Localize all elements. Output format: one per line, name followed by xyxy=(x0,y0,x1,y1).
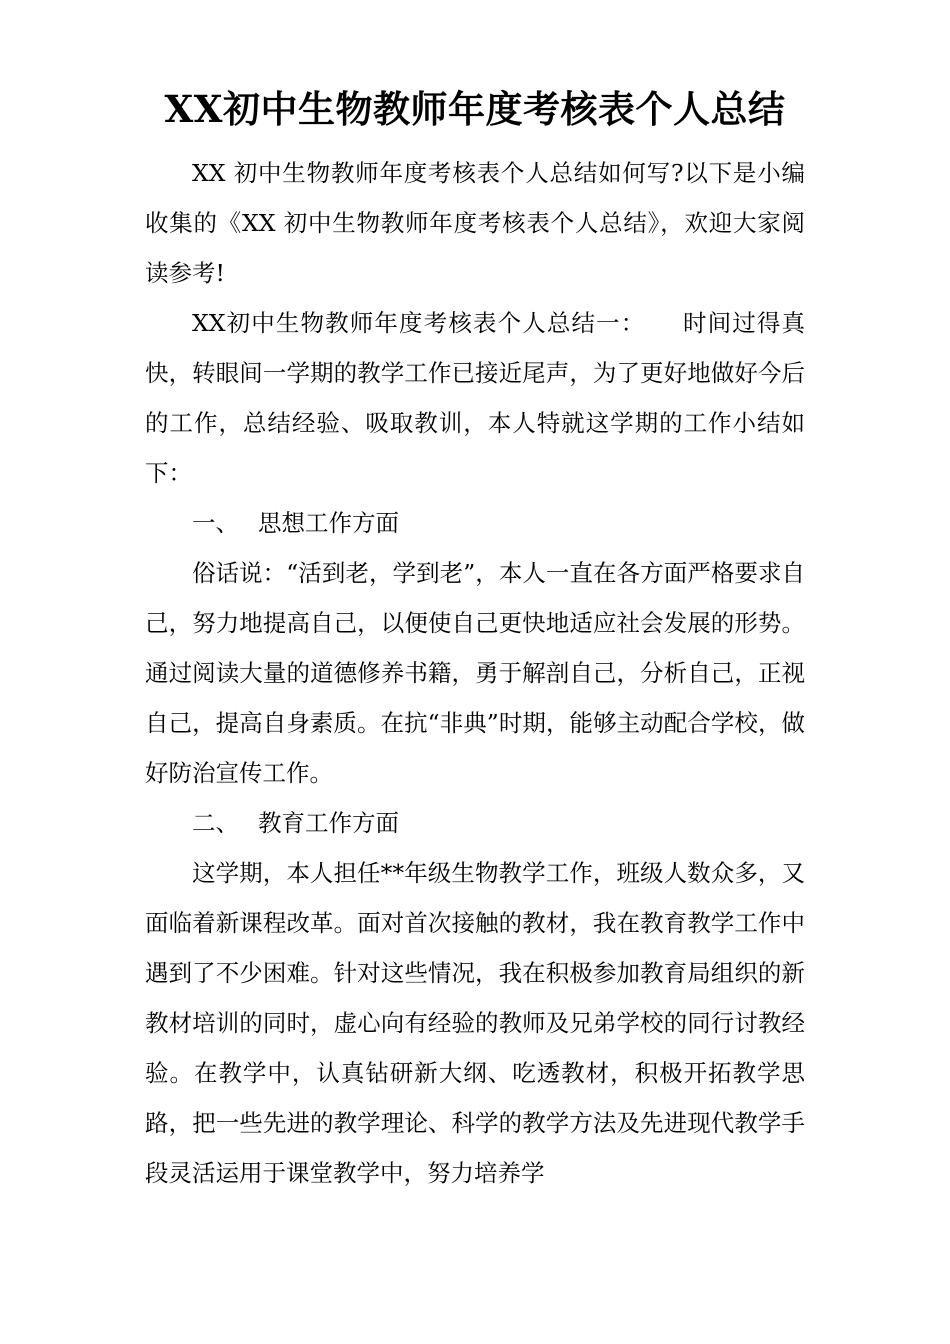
section-heading-1 xyxy=(145,498,805,548)
section-heading-2 xyxy=(145,798,805,848)
paragraph-education-work: 这学期，本人担任**年级生物教学工作，班级人数众多，又面临着新课程改革。面对首次接触的教材，我在教育教学工作中遇到了不少困难。针对这些情况，我在积极参加教育局组织的新教材培训的同时，虚心向有经验的教师及兄弟学校的同行讨教经验。在教学中，认真钻研新大纲、吃透教材，积极开拓教学思路，把一些先进的教学理论、科学的教学方法及先进现代教学手段灵活运用于课堂教学中，努力培养学 xyxy=(145,859,805,1187)
section-heading-2-text: 教育工作方面 xyxy=(258,809,399,837)
document-body xyxy=(145,148,805,1198)
section-heading-1-number: 一、 xyxy=(192,509,239,537)
section-intro-paragraph: XX初中生物教师年度考核表个人总结一： 时间过得真快，转眼间一学期的教学工作已接近尾声，为了更好地做好今后的工作，总结经验、吸取教训，本人特就这学期的工作小结如下： xyxy=(145,309,805,487)
section-heading-2-number: 二、 xyxy=(192,809,239,837)
paragraph-thought-work: 俗话说：“活到老，学到老”，本人一直在各方面严格要求自己，努力地提高自己，以便使自己更快地适应社会发展的形势。通过阅读大量的道德修养书籍，勇于解剖自己，分析自己，正视自己，提高自身素质。在抗“非典”时期，能够主动配合学校，做好防治宣传工作。 xyxy=(145,559,805,787)
document-title: XX初中生物教师年度考核表个人总结 xyxy=(164,87,786,131)
section-heading-1-text: 思想工作方面 xyxy=(258,509,399,537)
intro-paragraph: XX 初中生物教师年度考核表个人总结如何写?以下是小编收集的《XX 初中生物教师年度考核表个人总结》，欢迎大家阅读参考! xyxy=(145,159,805,287)
